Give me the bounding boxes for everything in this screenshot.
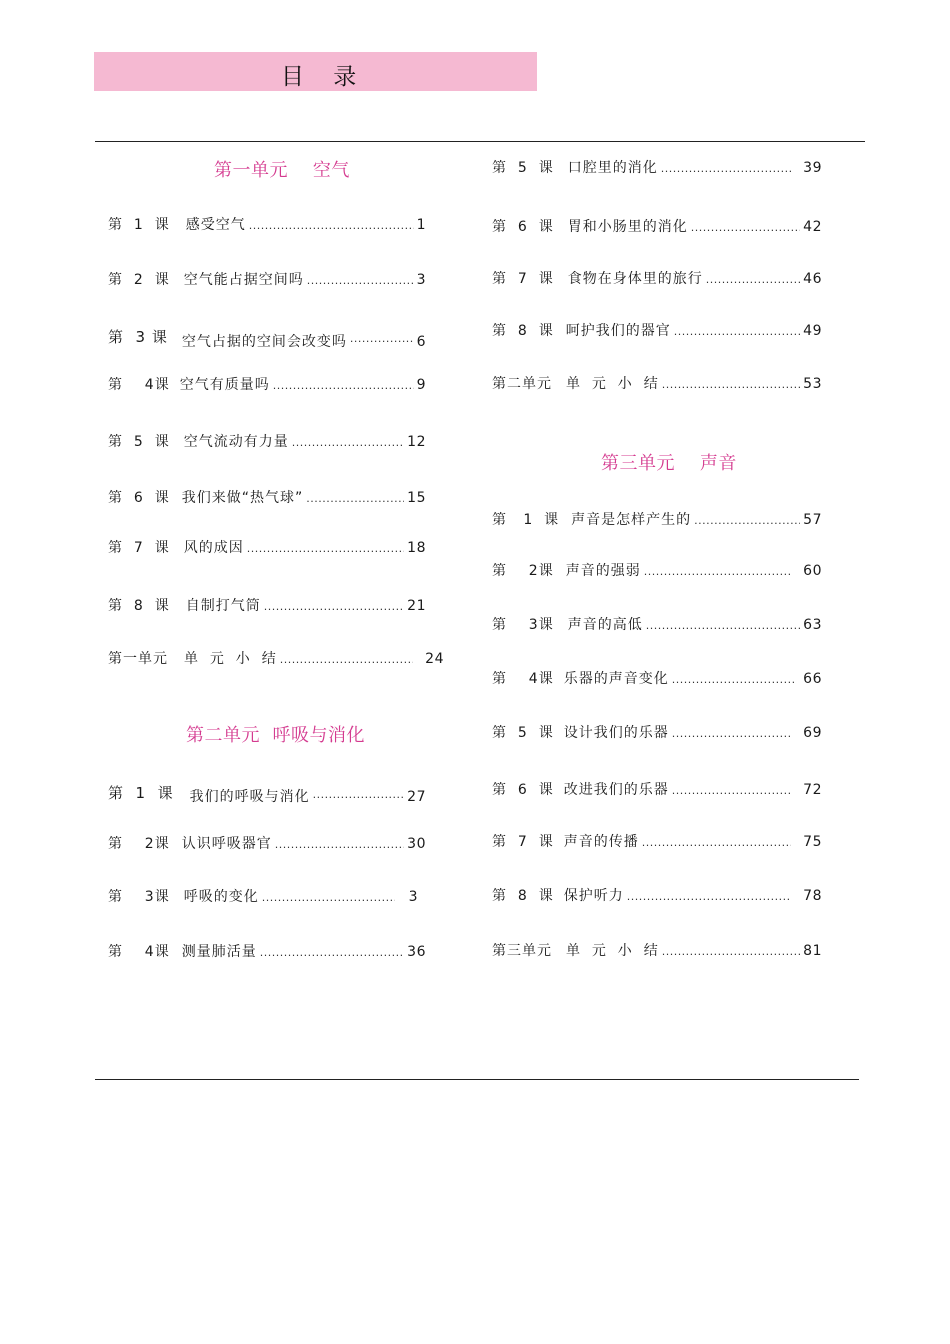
toc-entry[interactable] bbox=[108, 374, 426, 394]
leader-dots bbox=[662, 378, 800, 391]
unit-1-heading: 第一单元 空气 bbox=[214, 160, 350, 181]
toc-entry[interactable] bbox=[492, 268, 822, 288]
page-number: 53 bbox=[803, 376, 822, 392]
toc-entry-unit-summary[interactable] bbox=[108, 648, 444, 668]
leader-dots bbox=[672, 673, 795, 686]
page-number: 1 bbox=[416, 217, 426, 233]
page-number: 24 bbox=[425, 651, 444, 667]
lesson-title: 保护听力 bbox=[563, 888, 624, 904]
lesson-title: 认识呼吸器官 bbox=[181, 836, 272, 852]
lesson-number: 第 1 课 bbox=[108, 217, 170, 233]
page-number: 9 bbox=[416, 377, 426, 393]
leader-dots bbox=[644, 565, 791, 578]
lesson-number: 第 8 课 bbox=[108, 598, 170, 614]
toc-entry-unit-summary[interactable] bbox=[492, 940, 822, 960]
lesson-number: 第 7 课 bbox=[108, 540, 170, 556]
leader-dots bbox=[273, 379, 414, 392]
toc-entry[interactable] bbox=[108, 886, 426, 906]
lesson-number: 第 8 课 bbox=[492, 323, 554, 339]
lesson-title: 测量肺活量 bbox=[181, 944, 257, 960]
leader-dots bbox=[306, 492, 404, 505]
page-number: 42 bbox=[803, 219, 822, 235]
page-number: 75 bbox=[803, 834, 822, 850]
top-rule bbox=[95, 141, 865, 142]
leader-dots bbox=[642, 836, 791, 849]
lesson-title: 声音的强弱 bbox=[565, 563, 641, 579]
toc-entry[interactable] bbox=[492, 885, 822, 905]
lesson-number: 第 3课 bbox=[492, 617, 554, 633]
lesson-number: 第 4课 bbox=[492, 671, 554, 687]
lesson-title: 空气占据的空间会改变吗 bbox=[181, 334, 347, 350]
page-title: 目 录 bbox=[281, 64, 357, 90]
toc-entry[interactable] bbox=[108, 833, 426, 853]
lesson-title: 风的成因 bbox=[183, 540, 244, 556]
lesson-title: 空气有质量吗 bbox=[179, 377, 270, 393]
lesson-number: 第 3课 bbox=[108, 889, 170, 905]
toc-entry[interactable] bbox=[108, 487, 426, 507]
toc-entry[interactable] bbox=[492, 560, 822, 580]
page-number: 3 bbox=[408, 889, 418, 905]
page-number: 18 bbox=[407, 540, 426, 556]
toc-entry[interactable] bbox=[492, 320, 822, 340]
page-number: 6 bbox=[416, 334, 426, 350]
lesson-title: 改进我们的乐器 bbox=[563, 782, 669, 798]
lesson-title: 我们的呼吸与消化 bbox=[189, 789, 310, 805]
lesson-title: 呵护我们的器官 bbox=[565, 323, 671, 339]
unit-label: 第三单元 bbox=[492, 943, 552, 959]
lesson-number: 第 2 课 bbox=[108, 272, 170, 288]
toc-entry[interactable] bbox=[108, 941, 426, 961]
toc-entry[interactable] bbox=[492, 157, 822, 177]
leader-dots bbox=[292, 436, 404, 449]
lesson-number: 第 8 课 bbox=[492, 888, 554, 904]
page-number: 81 bbox=[803, 943, 822, 959]
toc-entry[interactable] bbox=[108, 214, 426, 234]
lesson-title: 声音的传播 bbox=[563, 834, 639, 850]
page-number: 46 bbox=[803, 271, 822, 287]
unit-2-heading: 第二单元 呼吸与消化 bbox=[186, 725, 365, 746]
toc-entry[interactable] bbox=[492, 831, 822, 851]
lesson-number: 第 7 课 bbox=[492, 271, 554, 287]
lesson-number: 第 2课 bbox=[108, 836, 170, 852]
toc-entry[interactable] bbox=[492, 668, 822, 688]
leader-dots bbox=[350, 332, 414, 345]
leader-dots bbox=[672, 727, 791, 740]
leader-dots bbox=[646, 619, 800, 632]
page-number: 30 bbox=[407, 836, 426, 852]
leader-dots bbox=[313, 788, 405, 801]
lesson-title: 我们来做“热气球” bbox=[181, 490, 304, 506]
toc-entry[interactable] bbox=[108, 782, 426, 803]
page-number: 49 bbox=[803, 323, 822, 339]
leader-dots bbox=[706, 273, 800, 286]
page-number: 21 bbox=[407, 598, 426, 614]
lesson-number: 第 6 课 bbox=[492, 219, 554, 235]
lesson-title: 单 元 小 结 bbox=[566, 943, 659, 959]
lesson-number: 第 6 课 bbox=[492, 782, 554, 798]
unit-label: 第二单元 bbox=[492, 376, 552, 392]
lesson-number: 第 5 课 bbox=[108, 434, 170, 450]
toc-entry[interactable] bbox=[108, 269, 426, 289]
lesson-title: 设计我们的乐器 bbox=[563, 725, 669, 741]
toc-entry[interactable] bbox=[108, 537, 426, 557]
toc-entry[interactable] bbox=[492, 509, 822, 529]
leader-dots bbox=[627, 890, 791, 903]
lesson-title: 空气能占据空间吗 bbox=[183, 272, 304, 288]
lesson-number: 第 2课 bbox=[492, 563, 554, 579]
lesson-title: 胃和小肠里的消化 bbox=[567, 219, 688, 235]
page-number: 27 bbox=[407, 789, 426, 805]
lesson-number: 第 4课 bbox=[108, 944, 170, 960]
lesson-number: 第 3 课 bbox=[108, 328, 168, 346]
lesson-title: 呼吸的变化 bbox=[183, 889, 259, 905]
leader-dots bbox=[662, 945, 800, 958]
leader-dots bbox=[249, 219, 414, 232]
lesson-title: 空气流动有力量 bbox=[183, 434, 289, 450]
lesson-number: 第 7 课 bbox=[492, 834, 554, 850]
lesson-title: 单 元 小 结 bbox=[184, 651, 277, 667]
unit-3-heading: 第三单元 声音 bbox=[601, 453, 737, 474]
page-number: 63 bbox=[803, 617, 822, 633]
page-number: 36 bbox=[407, 944, 426, 960]
lesson-title: 乐器的声音变化 bbox=[563, 671, 669, 687]
toc-entry[interactable] bbox=[492, 779, 822, 799]
leader-dots bbox=[280, 653, 413, 666]
lesson-number: 第 1 课 bbox=[492, 512, 560, 528]
leader-dots bbox=[674, 325, 800, 338]
toc-entry[interactable] bbox=[108, 595, 426, 615]
leader-dots bbox=[264, 600, 404, 613]
lesson-title: 自制打气筒 bbox=[185, 598, 261, 614]
toc-entry-unit-summary[interactable] bbox=[492, 373, 822, 393]
leader-dots bbox=[672, 784, 791, 797]
leader-dots bbox=[694, 514, 800, 527]
lesson-title: 食物在身体里的旅行 bbox=[567, 271, 703, 287]
lesson-number: 第 4课 bbox=[108, 377, 170, 393]
page-number: 66 bbox=[803, 671, 822, 687]
lesson-title: 单 元 小 结 bbox=[566, 376, 659, 392]
lesson-number: 第 5 课 bbox=[492, 725, 554, 741]
leader-dots bbox=[247, 542, 404, 555]
page-number: 60 bbox=[803, 563, 822, 579]
page-number: 3 bbox=[416, 272, 426, 288]
toc-entry[interactable] bbox=[492, 722, 822, 742]
lesson-number: 第 6 课 bbox=[108, 490, 170, 506]
lesson-title: 感受空气 bbox=[185, 217, 246, 233]
unit-label: 第一单元 bbox=[108, 651, 168, 667]
lesson-number: 第 1 课 bbox=[108, 784, 174, 802]
lesson-number: 第 5 课 bbox=[492, 160, 554, 176]
toc-entry[interactable] bbox=[492, 216, 822, 236]
leader-dots bbox=[262, 891, 395, 904]
page-number: 12 bbox=[407, 434, 426, 450]
toc-entry[interactable] bbox=[108, 326, 426, 350]
toc-entry[interactable] bbox=[108, 431, 426, 451]
leader-dots bbox=[260, 946, 404, 959]
leader-dots bbox=[275, 838, 404, 851]
leader-dots bbox=[307, 274, 414, 287]
toc-entry[interactable] bbox=[492, 614, 822, 634]
page-number: 39 bbox=[803, 160, 822, 176]
bottom-rule bbox=[95, 1079, 859, 1080]
page-number: 57 bbox=[803, 512, 822, 528]
leader-dots bbox=[661, 162, 791, 175]
page-number: 72 bbox=[803, 782, 822, 798]
lesson-title: 口腔里的消化 bbox=[567, 160, 658, 176]
leader-dots bbox=[691, 221, 800, 234]
lesson-title: 声音是怎样产生的 bbox=[571, 512, 692, 528]
lesson-title: 声音的高低 bbox=[567, 617, 643, 633]
page-number: 15 bbox=[407, 490, 426, 506]
page-number: 69 bbox=[803, 725, 822, 741]
page-number: 78 bbox=[803, 888, 822, 904]
